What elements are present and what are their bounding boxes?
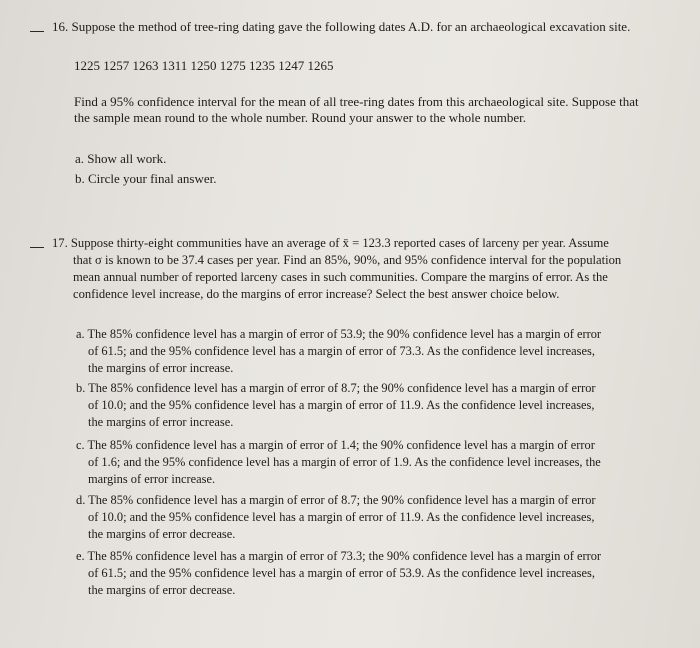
question-16-dates: 1225 1257 1263 1311 1250 1275 1235 1247 1265 [74, 58, 334, 73]
choice-b-line: of 10.0; and the 95% confidence level has a margin of error of 11.9. As the confidence level increases, [88, 398, 595, 412]
choice-a-line: a. The 85% confidence level has a margin of error of 53.9; the 90% confidence level has a margin of error [76, 327, 602, 341]
choice-c-line: margins of error increase. [88, 472, 216, 486]
answer-blank-17 [30, 247, 44, 248]
choice-b-line: the margins of error increase. [88, 415, 234, 429]
choice-a-line: of 61.5; and the 95% confidence level has a margin of error of 73.3. As the confidence level increases, [88, 344, 595, 358]
choice-d-line: the margins of error decrease. [88, 527, 236, 541]
choice-e-line: of 61.5; and the 95% confidence level has a margin of error of 53.9. As the confidence level increases, [88, 566, 595, 580]
choice-e-line: the margins of error decrease. [88, 583, 236, 597]
choice-d-line: of 10.0; and the 95% confidence level has a margin of error of 11.9. As the confidence level increases, [88, 510, 595, 524]
choice-b-line: b. The 85% confidence level has a margin of error of 8.7; the 90% confidence level has a margin of error [76, 381, 596, 395]
choice-c-line: of 1.6; and the 95% confidence level has a margin of error of 1.9. As the confidence level increases, the [88, 455, 601, 469]
question-16-body-line: Find a 95% confidence interval for the mean of all tree-ring dates from this archaeological site. Suppose that [74, 94, 639, 109]
question-16-item-b: b. Circle your final answer. [75, 171, 217, 186]
question-16-body-line: the sample mean round to the whole number. Round your answer to the whole number. [74, 110, 527, 125]
question-17-line: confidence level increase, do the margins of error increase? Select the best answer choice below. [73, 287, 560, 301]
choice-d-line: d. The 85% confidence level has a margin of error of 8.7; the 90% confidence level has a margin of error [76, 493, 596, 507]
answer-blank-16 [30, 31, 44, 32]
question-17-line: that σ is known to be 37.4 cases per year. Find an 85%, 90%, and 95% confidence interval for the population [73, 253, 622, 267]
question-16-header: 16. Suppose the method of tree-ring dating gave the following dates A.D. for an archaeological excavation site. [52, 19, 631, 34]
choice-e-line: e. The 85% confidence level has a margin of error of 73.3; the 90% confidence level has a margin of error [76, 549, 602, 563]
question-17-line: 17. Suppose thirty-eight communities have an average of x̄ = 123.3 reported cases of larceny per year. Assume [52, 236, 609, 250]
question-16-item-a: a. Show all work. [75, 151, 167, 166]
question-17-line: mean annual number of reported larceny cases in such communities. Compare the margins of error. As the [73, 270, 608, 284]
choice-a-line: the margins of error increase. [88, 361, 234, 375]
choice-c-line: c. The 85% confidence level has a margin of error of 1.4; the 90% confidence level has a margin of error [76, 438, 595, 452]
